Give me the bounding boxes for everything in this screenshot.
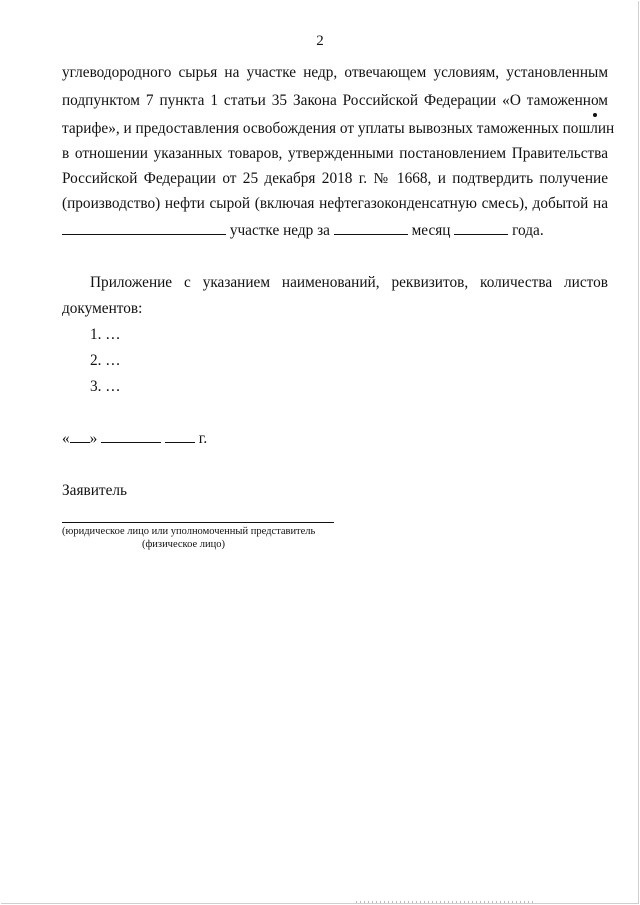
fill-text-month: месяц	[411, 222, 451, 239]
body-line-1: углеводородного сырья на участке недр, отвечающем условиям, установленным	[62, 64, 608, 81]
fill-text-area: участке недр за	[229, 222, 330, 239]
date-open-quote: «	[62, 430, 70, 447]
signature-caption-2: (физическое лицо)	[142, 539, 226, 550]
attachment-item-2: 2. …	[90, 352, 121, 369]
date-month-blank[interactable]	[101, 430, 161, 443]
attachment-line-2: документов:	[62, 300, 143, 317]
fill-in-line	[62, 222, 608, 240]
date-year-suffix: г.	[198, 430, 208, 447]
page-number: 2	[316, 33, 324, 49]
body-line-2: подпунктом 7 пункта 1 статьи 35 Закона Российской Федерации «О таможенном	[62, 92, 608, 109]
body-line-4: в отношении указанных товаров, утвержденными постановлением Правительства	[62, 145, 608, 162]
date-year-blank[interactable]	[165, 430, 195, 443]
signature-caption-1: (юридическое лицо или уполномоченный представитель	[62, 526, 316, 537]
day-blank[interactable]	[70, 430, 90, 443]
applicant-label: Заявитель	[62, 482, 127, 499]
month-blank[interactable]	[334, 222, 408, 235]
body-line-3: тарифе», и предоставления освобождения от уплаты вывозных таможенных пошлин	[62, 120, 615, 137]
fill-text-year: года.	[512, 222, 544, 239]
attachment-item-3: 3. …	[90, 378, 121, 395]
attachment-item-1: 1. …	[90, 326, 121, 343]
date-close-quote: »	[89, 430, 98, 447]
body-line-5: Российской Федерации от 25 декабря 2018 г. № 1668, и подтвердить получение	[62, 170, 608, 187]
signature-line[interactable]	[62, 522, 334, 523]
subsoil-area-blank[interactable]	[62, 222, 226, 235]
date-line	[62, 430, 608, 448]
scan-dot	[593, 113, 597, 117]
attachment-line-1: Приложение с указанием наименований, реквизитов, количества листов	[90, 274, 608, 291]
year-blank[interactable]	[454, 222, 508, 235]
scan-artifact	[356, 901, 536, 903]
body-line-6: (производство) нефти сырой (включая нефтегазоконденсатную смесь), добытой на	[62, 195, 608, 212]
